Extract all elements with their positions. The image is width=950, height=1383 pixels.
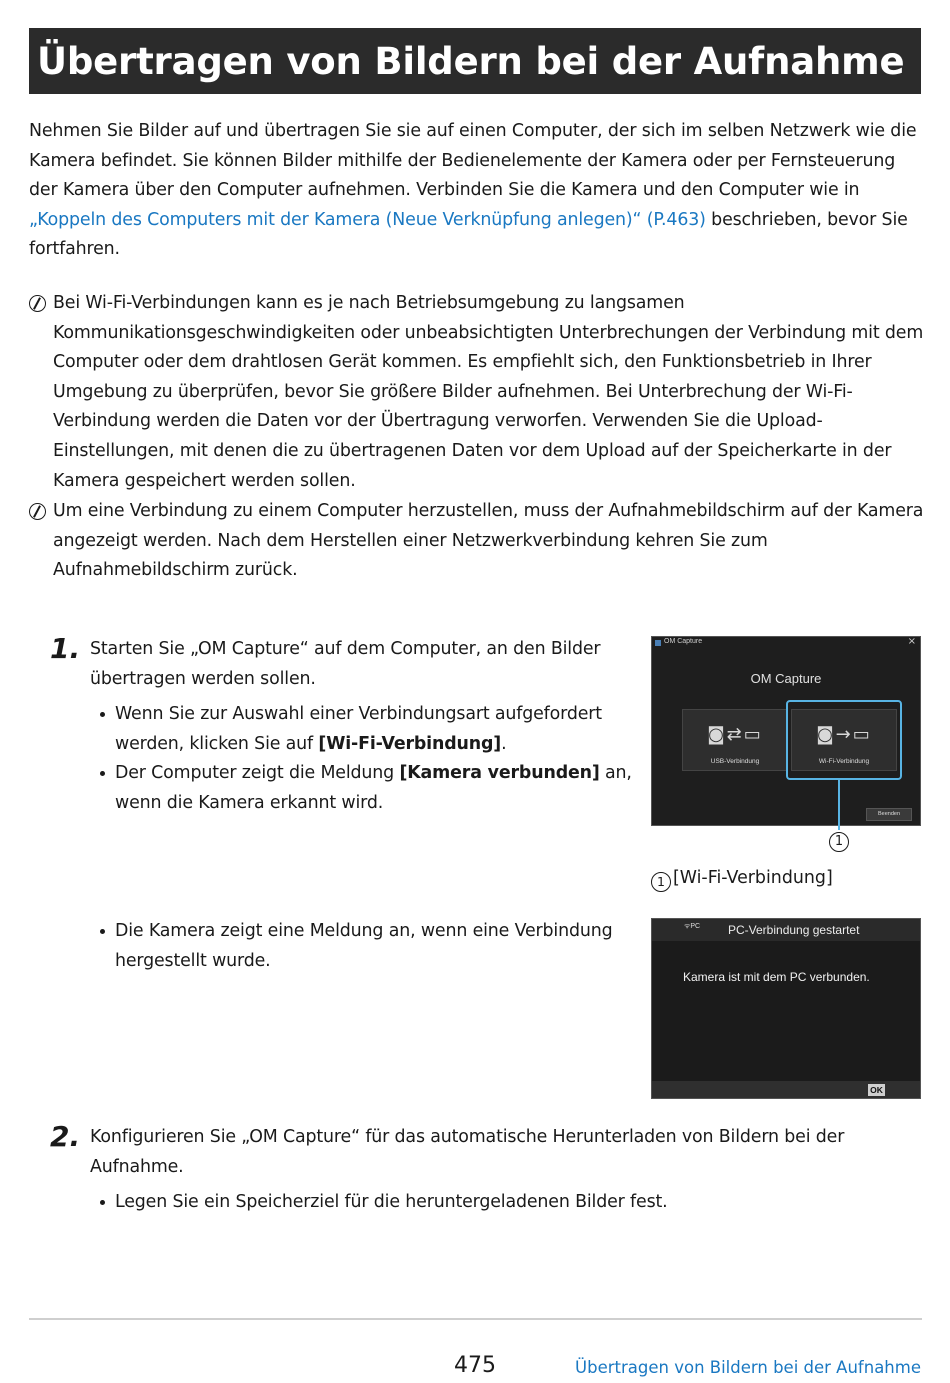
page-title-text: Übertragen von Bildern bei der Aufnahme	[37, 39, 905, 83]
bullet-text-end: an, wenn die Kamera erkannt wird.	[115, 763, 632, 813]
step-2-number: 2.	[50, 1120, 81, 1153]
note-2-text: Um eine Verbindung zu einem Computer herzustellen, muss der Aufnahmebildschirm auf der Kamera angezeigt werden. Nach dem Herstellen einer Netzwerkverbindung kehren Sie zum Aufnahmebildschirm zurück.	[53, 501, 924, 581]
om-capture-screenshot	[651, 636, 921, 826]
footer-section-link[interactable]: Übertragen von Bildern bei der Aufnahme	[575, 1358, 921, 1377]
step-1-bullet-1	[115, 700, 635, 759]
selection-highlight	[786, 700, 902, 780]
bullet-dot	[100, 1200, 105, 1205]
window-title: OM Capture	[664, 638, 703, 645]
bullet-dot	[100, 929, 105, 934]
quit-button: Beenden	[866, 808, 912, 821]
camera-usb-icon: ◙⇄▭	[707, 724, 763, 745]
step-1-bullet-3	[115, 917, 635, 976]
step-1-bullet-2	[115, 759, 640, 818]
page-number: 475	[454, 1353, 496, 1378]
wifi-pc-icon: ᯤPC	[684, 923, 701, 930]
wifi-option-label: [Wi-Fi-Verbindung]	[318, 733, 502, 754]
bullet-text: Legen Sie ein Speicherziel für die heruntergeladenen Bilder fest.	[115, 1192, 668, 1212]
camera-heading: PC-Verbindung gestartet	[728, 923, 860, 937]
bullet-dot	[100, 771, 105, 776]
bullet-text: Wenn Sie zur Auswahl einer Verbindungsart aufgefordert werden, klicken Sie auf	[115, 704, 602, 754]
page-title	[29, 28, 921, 94]
bullet-dot	[100, 712, 105, 717]
callout-line	[838, 779, 840, 830]
intro-paragraph	[29, 117, 924, 265]
footer-divider	[29, 1318, 922, 1320]
step-1-number: 1.	[50, 632, 81, 665]
app-name: OM Capture	[750, 671, 822, 686]
bullet-text-end: .	[501, 733, 507, 754]
close-icon: ×	[907, 636, 916, 647]
camera-wifi-icon: ◙→▭	[816, 724, 872, 745]
bullet-text: Die Kamera zeigt eine Meldung an, wenn eine Verbindung hergestellt wurde.	[115, 921, 613, 971]
note-pencil-icon	[29, 503, 46, 520]
caption-number: 1	[651, 872, 671, 892]
screenshot-caption	[651, 864, 833, 894]
note-1	[29, 289, 924, 496]
step-2-bullet-1	[115, 1188, 875, 1218]
camera-message: Kamera ist mit dem PC verbunden.	[683, 970, 870, 984]
camera-connected-label: [Kamera verbunden]	[399, 763, 600, 783]
caption-text: [Wi-Fi-Verbindung]	[673, 868, 833, 888]
app-icon	[655, 640, 661, 646]
note-2	[29, 497, 924, 586]
usb-connection-card	[682, 709, 788, 771]
wifi-label: Wi-Fi-Verbindung	[818, 758, 870, 765]
intro-text-end: beschrieben, bevor Sie fortfahren.	[29, 209, 908, 260]
step-1-text: Starten Sie „OM Capture“ auf dem Computer, an den Bilder übertragen werden sollen.	[90, 639, 601, 689]
note-1-text: Bei Wi-Fi-Verbindungen kann es je nach Betriebsumgebung zu langsamen Kommunikationsgeschwindigkeiten oder unbeabsichtigten Unterbrechungen der Verbindung mit dem Computer oder dem drahtlosen Gerät kommen. Es empfiehlt sich, den Funktionsbetrieb in Ihrer Umgebung zu überprüfen, bevor Sie größere Bilder aufnehmen. Bei Unterbrechung der Wi-Fi-Verbindung werden die Daten vor der Übertragung verworfen. Verwenden Sie die Upload-Einstellungen, mit denen die zu übertragenen Daten vor dem Upload auf der Speicherkarte in der Kamera gespeichert werden sollen.	[53, 293, 924, 491]
ok-button: OK	[868, 1084, 885, 1096]
intro-text: Nehmen Sie Bilder auf und übertragen Sie sie auf einen Computer, der sich im selben Netzwerk wie die Kamera befindet. Sie können Bilder mithilfe der Bedienelemente der Kamera oder per Fernsteuerung der Kamera über den Computer aufnehmen. Verbinden Sie die Kamera und den Computer wie in	[29, 121, 917, 201]
camera-message-screenshot	[651, 918, 921, 1099]
usb-label: USB-Verbindung	[710, 758, 760, 765]
note-pencil-icon	[29, 295, 46, 312]
callout-number: 1	[829, 832, 849, 852]
pairing-link[interactable]: „Koppeln des Computers mit der Kamera (Neue Verknüpfung anlegen)“ (P.463)	[29, 209, 706, 230]
step-2-text: Konfigurieren Sie „OM Capture“ für das automatische Herunterladen von Bildern bei der Aufnahme.	[90, 1127, 845, 1177]
bullet-text: Der Computer zeigt die Meldung	[115, 763, 400, 783]
